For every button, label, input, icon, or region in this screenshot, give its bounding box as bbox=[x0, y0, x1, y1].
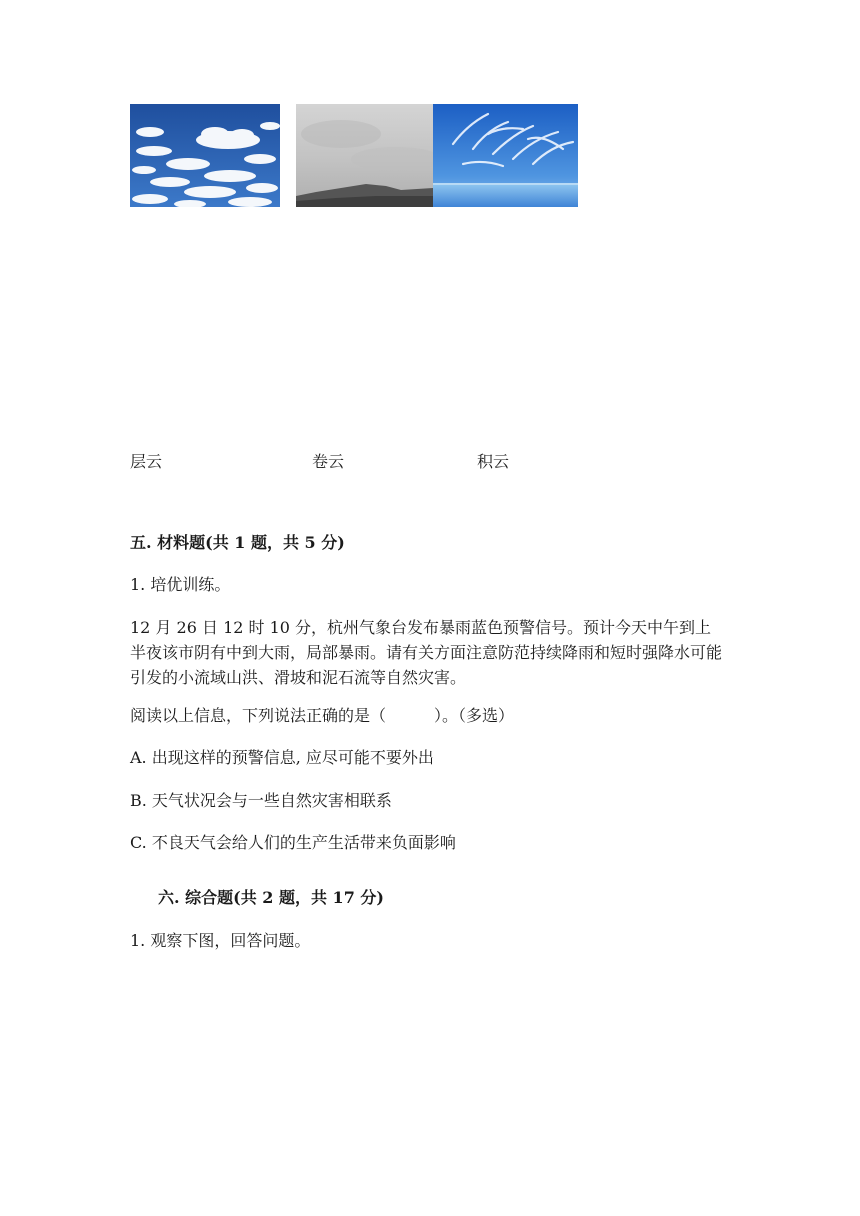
cloud-label-1: 层云 bbox=[130, 452, 163, 471]
question-prompt: 阅读以上信息，下列说法正确的是（ ）。（多选） bbox=[130, 706, 515, 725]
option-b: B. 天气状况会与一些自然灾害相联系 bbox=[130, 791, 392, 810]
section-5-title: 五. 材料题(共 1 题，共 5 分) bbox=[130, 533, 345, 552]
option-c: C. 不良天气会给人们的生产生活带来负面影响 bbox=[130, 833, 456, 852]
stratus-cloud-photo bbox=[296, 104, 433, 207]
weather-warning-passage: 12 月 26 日 12 时 10 分，杭州气象台发布暴雨蓝色预警信号。预计今天中午到上半夜该市阴有中到大雨，局部暴雨。请有关方面注意防范持续降雨和短时强降水可能引发的小流域山洪、滑坡和泥石流等自然灾害。 bbox=[130, 618, 723, 687]
cloud-label-3: 积云 bbox=[477, 452, 510, 471]
cloud-label-2: 卷云 bbox=[312, 452, 345, 471]
cumulus-cloud-photo bbox=[130, 104, 280, 207]
option-a: A. 出现这样的预警信息, 应尽可能不要外出 bbox=[130, 748, 434, 767]
cirrus-cloud-photo bbox=[433, 104, 578, 207]
section-5-question-label: 1. 培优训练。 bbox=[130, 575, 231, 594]
section-6-title: 六. 综合题(共 2 题，共 17 分) bbox=[158, 888, 384, 907]
section-6-question-label: 1. 观察下图，回答问题。 bbox=[130, 931, 311, 950]
